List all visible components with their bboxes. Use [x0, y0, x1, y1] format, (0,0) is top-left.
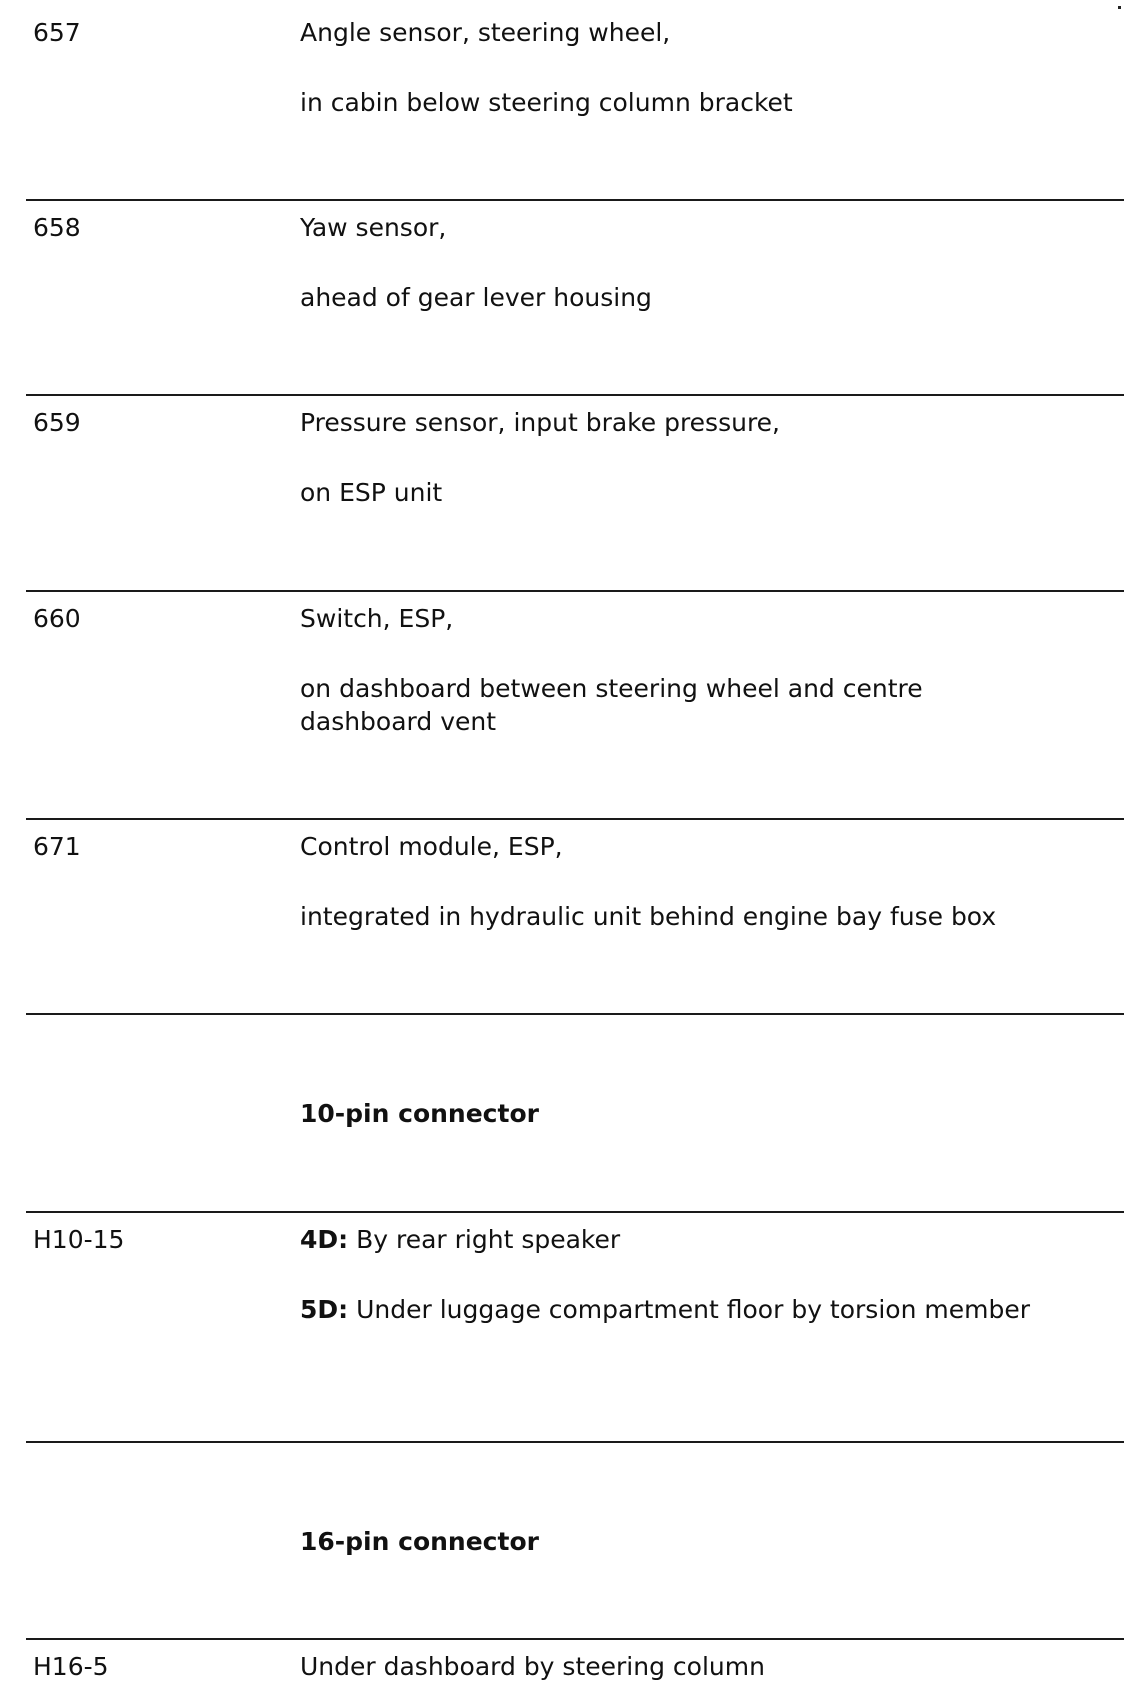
- stray-mark: [1118, 6, 1121, 9]
- component-name: Switch, ESP,: [300, 604, 454, 633]
- component-code: 659: [33, 408, 81, 437]
- row-divider: [26, 1638, 1124, 1640]
- component-location: on dashboard between steering wheel and centre dashboard vent: [300, 674, 923, 736]
- component-location: in cabin below steering column bracket: [300, 88, 793, 117]
- section-heading-10-pin: 10-pin connector: [300, 1099, 539, 1128]
- connector-location-4d: [300, 1223, 1120, 1256]
- connector-code: H16-5: [33, 1652, 109, 1681]
- section-heading-16-pin: 16-pin connector: [300, 1527, 539, 1556]
- row-divider: [26, 394, 1124, 396]
- variant-location: Under luggage compartment floor by torsion member: [348, 1295, 1030, 1324]
- row-divider: [26, 1211, 1124, 1213]
- variant-label: 5D:: [300, 1295, 349, 1324]
- component-location: on ESP unit: [300, 478, 443, 507]
- component-name: Pressure sensor, input brake pressure,: [300, 408, 781, 437]
- component-name: Yaw sensor,: [300, 213, 447, 242]
- variant-label: 4D:: [300, 1225, 349, 1254]
- component-code: 657: [33, 18, 81, 47]
- row-divider: [26, 1441, 1124, 1443]
- row-divider: [26, 1013, 1124, 1015]
- component-code: 671: [33, 832, 81, 861]
- component-code: 660: [33, 604, 81, 633]
- component-name: Angle sensor, steering wheel,: [300, 18, 671, 47]
- connector-location: Under dashboard by steering column: [300, 1652, 765, 1681]
- connector-code: H10-15: [33, 1225, 125, 1254]
- variant-location: By rear right speaker: [348, 1225, 621, 1254]
- row-divider: [26, 590, 1124, 592]
- component-location: integrated in hydraulic unit behind engine bay fuse box: [300, 902, 997, 931]
- component-code: 658: [33, 213, 81, 242]
- component-name: Control module, ESP,: [300, 832, 563, 861]
- row-divider: [26, 199, 1124, 201]
- row-divider: [26, 818, 1124, 820]
- connector-location-5d: [300, 1293, 1120, 1326]
- component-location: ahead of gear lever housing: [300, 283, 652, 312]
